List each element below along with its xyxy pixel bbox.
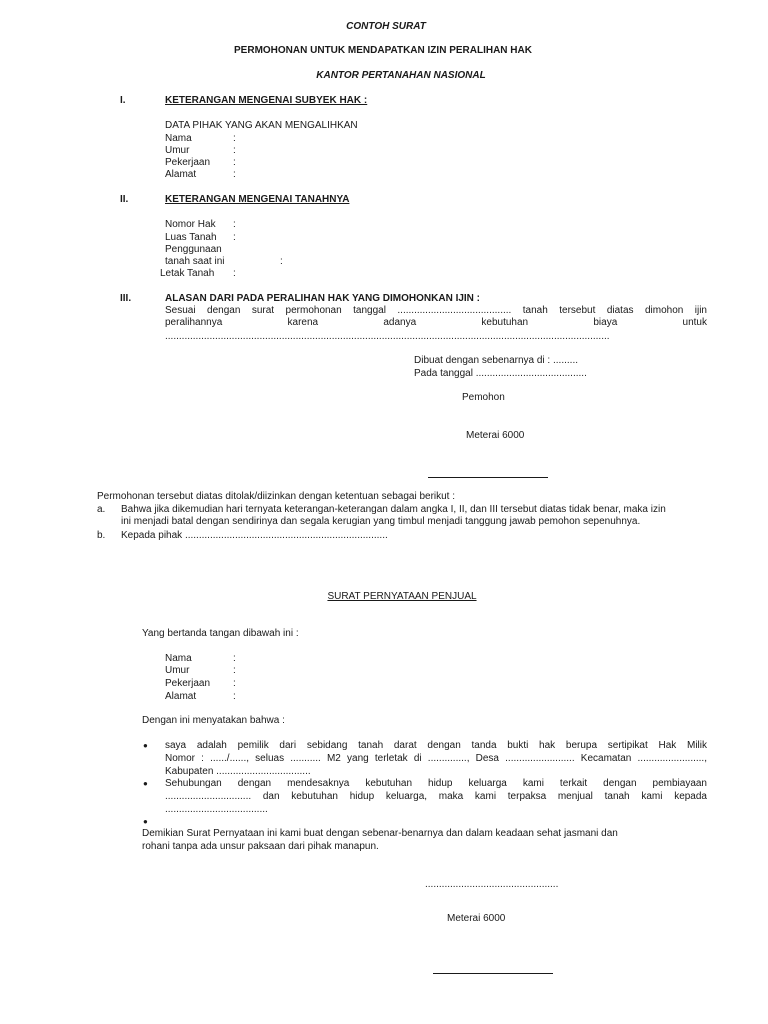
signature-line bbox=[428, 477, 548, 478]
section-3-line: Sesuai dengan surat permohonan tanggal ......................................... tanah tersebut diatas dimohon ijin bbox=[165, 305, 707, 316]
closing-line: Demikian Surat Pernyataan ini kami buat dengan sebenar-benarnya dan dalam keadaan sehat jasmani dan bbox=[142, 828, 618, 839]
seller-signature-dots: ................................................ bbox=[425, 879, 559, 890]
bullet-icon: ● bbox=[143, 817, 148, 826]
field-label-tanah-saat-ini: tanah saat ini bbox=[165, 256, 225, 267]
made-at-line: Dibuat dengan sebenarnya di : ......... bbox=[414, 355, 578, 366]
bullet-icon: ● bbox=[143, 741, 148, 750]
field-separator: : bbox=[233, 678, 236, 689]
field-separator: : bbox=[233, 665, 236, 676]
section-3-dots: ................................................................................................................................................................ bbox=[165, 331, 610, 342]
section-2-number: II. bbox=[120, 194, 129, 205]
seller-stamp-label: Meterai 6000 bbox=[447, 913, 506, 924]
section-1-subheading: DATA PIHAK YANG AKAN MENGALIHKAN bbox=[165, 120, 358, 131]
decision-item-line: Bahwa jika dikemudian hari ternyata keterangan-keterangan dalam angka I, II, dan III tersebut diatas tidak benar, maka izin bbox=[121, 504, 666, 515]
bullet-line: ..................................... bbox=[165, 804, 268, 815]
field-label-pekerjaan: Pekerjaan bbox=[165, 157, 211, 168]
field-label-nomor-hak: Nomor Hak bbox=[165, 219, 216, 230]
field-label-nama: Nama bbox=[165, 653, 192, 664]
section-1-number: I. bbox=[120, 95, 126, 106]
decision-item-line: Kepada pihak ......................................................................... bbox=[121, 530, 388, 541]
decision-intro: Permohonan tersebut diatas ditolak/diizinkan dengan ketentuan sebagai berikut : bbox=[97, 491, 456, 502]
field-label-umur: Umur bbox=[165, 145, 190, 156]
field-separator: : bbox=[233, 169, 236, 180]
section-3-line: peralihannya karena adanya kebutuhan biaya untuk bbox=[165, 317, 707, 328]
field-separator: : bbox=[233, 157, 236, 168]
seller-intro: Yang bertanda tangan dibawah ini : bbox=[142, 628, 299, 639]
bullet-line: Nomor : ....../......, seluas ........... M2 yang terletak di .............., Desa ......................... Kecamatan ........................, bbox=[165, 753, 707, 764]
bullet-line: saya adalah pemilik dari sebidang tanah darat dengan tanda bukti hak berupa sertipikat Hak Milik bbox=[165, 740, 707, 751]
field-label-pekerjaan: Pekerjaan bbox=[165, 678, 211, 689]
field-separator: : bbox=[233, 232, 236, 243]
field-separator: : bbox=[233, 133, 236, 144]
list-marker: b. bbox=[97, 530, 106, 541]
section-3-number: III. bbox=[120, 293, 132, 304]
closing-line: rohani tanpa ada unsur paksaan dari pihak manapun. bbox=[142, 841, 379, 852]
section-3-heading: ALASAN DARI PADA PERALIHAN HAK YANG DIMOHONKAN IJIN : bbox=[165, 293, 481, 304]
date-line: Pada tanggal ........................................ bbox=[414, 368, 587, 379]
seller-signature-line bbox=[433, 973, 553, 974]
field-label-alamat: Alamat bbox=[165, 691, 197, 702]
field-label-penggunaan: Penggunaan bbox=[165, 244, 222, 255]
letter-office: KANTOR PERTANAHAN NASIONAL bbox=[316, 70, 486, 81]
list-marker: a. bbox=[97, 504, 106, 515]
bullet-line: Kabupaten .................................. bbox=[165, 766, 311, 777]
section-1-heading: KETERANGAN MENGENAI SUBYEK HAK : bbox=[165, 95, 368, 106]
declaration-intro: Dengan ini menyatakan bahwa : bbox=[142, 715, 285, 726]
section-2-heading: KETERANGAN MENGENAI TANAHNYA bbox=[165, 194, 350, 205]
letter-label: CONTOH SURAT bbox=[346, 21, 426, 32]
field-label-alamat: Alamat bbox=[165, 169, 197, 180]
field-separator: : bbox=[233, 653, 236, 664]
field-separator: : bbox=[233, 691, 236, 702]
field-separator: : bbox=[233, 219, 236, 230]
stamp-label: Meterai 6000 bbox=[466, 430, 525, 441]
field-label-luas-tanah: Luas Tanah bbox=[165, 232, 217, 243]
field-separator: : bbox=[233, 268, 236, 279]
field-label-umur: Umur bbox=[165, 665, 190, 676]
field-label-nama: Nama bbox=[165, 133, 192, 144]
bullet-line: ............................... dan kebutuhan hidup keluarga, maka kami terpaksa menjual tanah kami kepada bbox=[165, 791, 707, 802]
field-separator: : bbox=[280, 256, 283, 267]
seller-statement-title-wrap bbox=[302, 591, 502, 603]
field-label-letak-tanah: Letak Tanah bbox=[160, 268, 215, 279]
seller-statement-title: SURAT PERNYATAAN PENJUAL bbox=[327, 591, 477, 602]
bullet-line: Sehubungan dengan mendesaknya kebutuhan hidup keluarga kami terkait dengan pembiayaan bbox=[165, 778, 707, 789]
decision-item-line: ini menjadi batal dengan sendirinya dan segala kerugian yang timbul menjadi tanggung jawab pemohon sepenuhnya. bbox=[121, 516, 641, 527]
letter-title: PERMOHONAN UNTUK MENDAPATKAN IZIN PERALIHAN HAK bbox=[234, 45, 532, 56]
bullet-icon: ● bbox=[143, 779, 148, 788]
applicant-role: Pemohon bbox=[462, 392, 505, 403]
field-separator: : bbox=[233, 145, 236, 156]
